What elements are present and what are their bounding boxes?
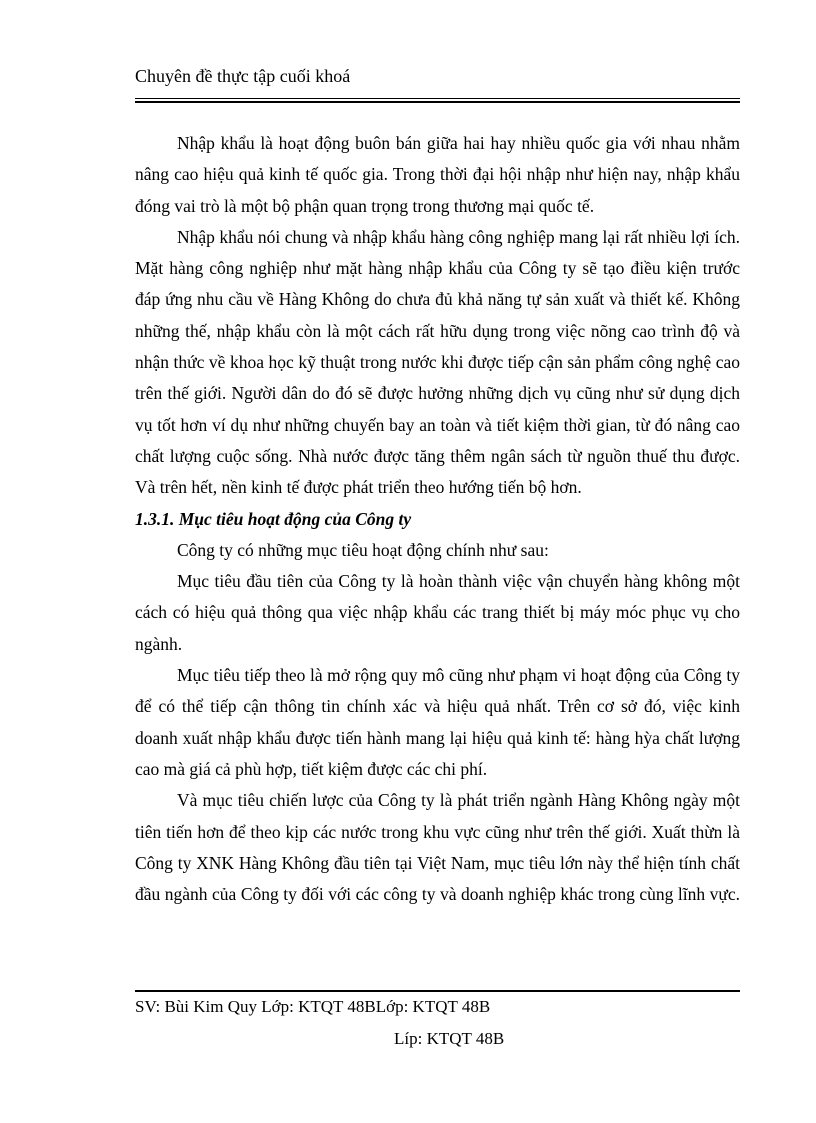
footer-student-info: SV: Bùi Kim Quy Lớp: KTQT 48BLớp: KTQT 48B xyxy=(135,997,491,1016)
paragraph: Mục tiêu tiếp theo là mở rộng quy mô cũng như phạm vi hoạt động của Công ty để có thể tiếp cận thông tin chính xác và hiệu quả nhất. Trên cơ sở đó, việc kinh doanh xuất nhập khẩu được tiến hành mang lại hiệu quả kinh tế: hàng hỳa chất lượng cao mà giá cả phù hợp, tiết kiệm được các chi phí. xyxy=(135,665,740,779)
footer-class-info: Líp: KTQT 48B xyxy=(394,1029,505,1048)
header-divider xyxy=(135,98,740,99)
paragraph: Nhập khẩu là hoạt động buôn bán giữa hai hay nhiều quốc gia với nhau nhằm nâng cao hiệu quả kinh tế quốc gia. Trong thời đại hội nhập như hiện nay, nhập khẩu đóng vai trò là một bộ phận quan trọng trong thương mại quốc tế. xyxy=(135,133,740,216)
page-header-title: Chuyên đề thực tập cuối khoá xyxy=(135,66,351,86)
paragraph: Và mục tiêu chiến lược của Công ty là phát triển ngành Hàng Không ngày một tiên tiến hơn để theo kịp các nước trong khu vực cũng như trên thế giới. Xuất thừn là Công ty XNK Hàng Không đầu tiên tại Việt Nam, mục tiêu lớn này thể hiện tính chất đầu ngành của Công ty đối với các công ty và doanh nghiệp khác trong cùng lĩnh vực. xyxy=(135,790,740,905)
section-heading: 1.3.1. Mục tiêu hoạt động của Công ty xyxy=(135,508,412,529)
footer-divider xyxy=(135,990,740,992)
header-divider-thick xyxy=(135,101,740,103)
paragraph: Mục tiêu đầu tiên của Công ty là hoàn thành việc vận chuyển hàng không một cách có hiệu quả thông qua việc nhập khẩu các trang thiết bị máy móc phục vụ cho ngành. xyxy=(135,571,740,654)
paragraph: Công ty có những mục tiêu hoạt động chính như sau: xyxy=(177,539,549,560)
document-body xyxy=(135,128,740,910)
paragraph: Nhập khẩu nói chung và nhập khẩu hàng công nghiệp mang lại rất nhiều lợi ích. Mặt hàng công nghiệp như mặt hàng nhập khẩu của Công ty sẽ tạo điều kiện trước đáp ứng nhu cầu về Hàng Không do chưa đủ khả năng tự sản xuất và thiết kế. Không những thế, nhập khẩu còn là một cách rất hữu dụng trong việc nõng cao trình độ và nhận thức về khoa học kỹ thuật trong nước khi được tiếp cận sản phẩm công nghệ cao trên thế giới. Người dân do đó sẽ được hưởng những dịch vụ cũng như sử dụng dịch vụ tốt hơn ví dụ như những chuyến bay an toàn và tiết kiệm thời gian, từ đó nâng cao chất lượng cuộc sống. Nhà nước được tăng thêm ngân sách từ nguồn thuế thu được. Và trên hết, nền kinh tế được phát triển theo hướng tiến bộ hơn. xyxy=(135,226,740,498)
